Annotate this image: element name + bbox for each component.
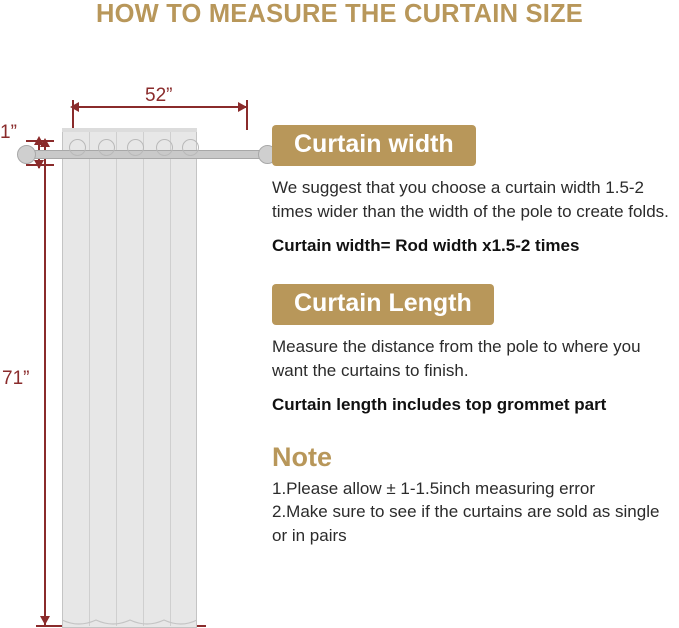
rod-diameter-label: 1”: [0, 122, 17, 143]
curtain-length-banner-wrap: [272, 284, 672, 325]
grommet: [182, 139, 199, 156]
note-heading: Note: [272, 442, 332, 473]
curtain-top-edge: [62, 128, 197, 132]
grommet: [127, 139, 144, 156]
curtain-fold: [143, 132, 144, 626]
curtain-fold: [89, 132, 90, 626]
curtain-length-heading: Curtain Length: [272, 284, 494, 325]
width-label: 52”: [145, 85, 173, 106]
instructions-column: [272, 125, 672, 547]
curtain-width-heading: Curtain width: [272, 125, 476, 166]
note-line: 2.Make sure to see if the curtains are sold as single or in pairs: [272, 502, 660, 545]
grommet: [69, 139, 86, 156]
curtain-fold: [116, 132, 117, 626]
curtain-length-formula: Curtain length includes top grommet part: [272, 395, 607, 415]
curtain-width-formula: Curtain width= Rod width x1.5-2 times: [272, 236, 580, 255]
length-label: 71”: [2, 368, 30, 389]
curtain-hem: [62, 618, 197, 628]
grommet: [98, 139, 115, 156]
grommet: [156, 139, 173, 156]
section-note: [272, 443, 672, 547]
curtain-rod: [30, 150, 275, 159]
length-arrow-up: [40, 138, 50, 147]
curtain-fold: [170, 132, 171, 626]
length-arrow-down: [40, 616, 50, 625]
page-title: HOW TO MEASURE THE CURTAIN SIZE: [96, 0, 583, 28]
rod-finial-left: [17, 145, 36, 164]
curtain-width-body: We suggest that you choose a curtain width 1.5-2 times wider than the width of the pole to create folds.: [272, 177, 669, 221]
curtain-length-body: Measure the distance from the pole to where you want the curtains to finish.: [272, 336, 641, 380]
note-line: 1.Please allow ± 1-1.5inch measuring error: [272, 478, 596, 498]
curtain-width-banner-wrap: [272, 125, 672, 166]
section-curtain-width: [272, 125, 672, 258]
length-dimension-line: [44, 140, 46, 625]
curtain-measurement-diagram: [0, 60, 275, 628]
rod-thickness-tick-bottom: [26, 164, 54, 166]
width-extension-left: [72, 100, 74, 130]
section-curtain-length: [272, 284, 672, 417]
curtain-panel: [62, 128, 197, 628]
width-extension-right: [246, 100, 248, 130]
